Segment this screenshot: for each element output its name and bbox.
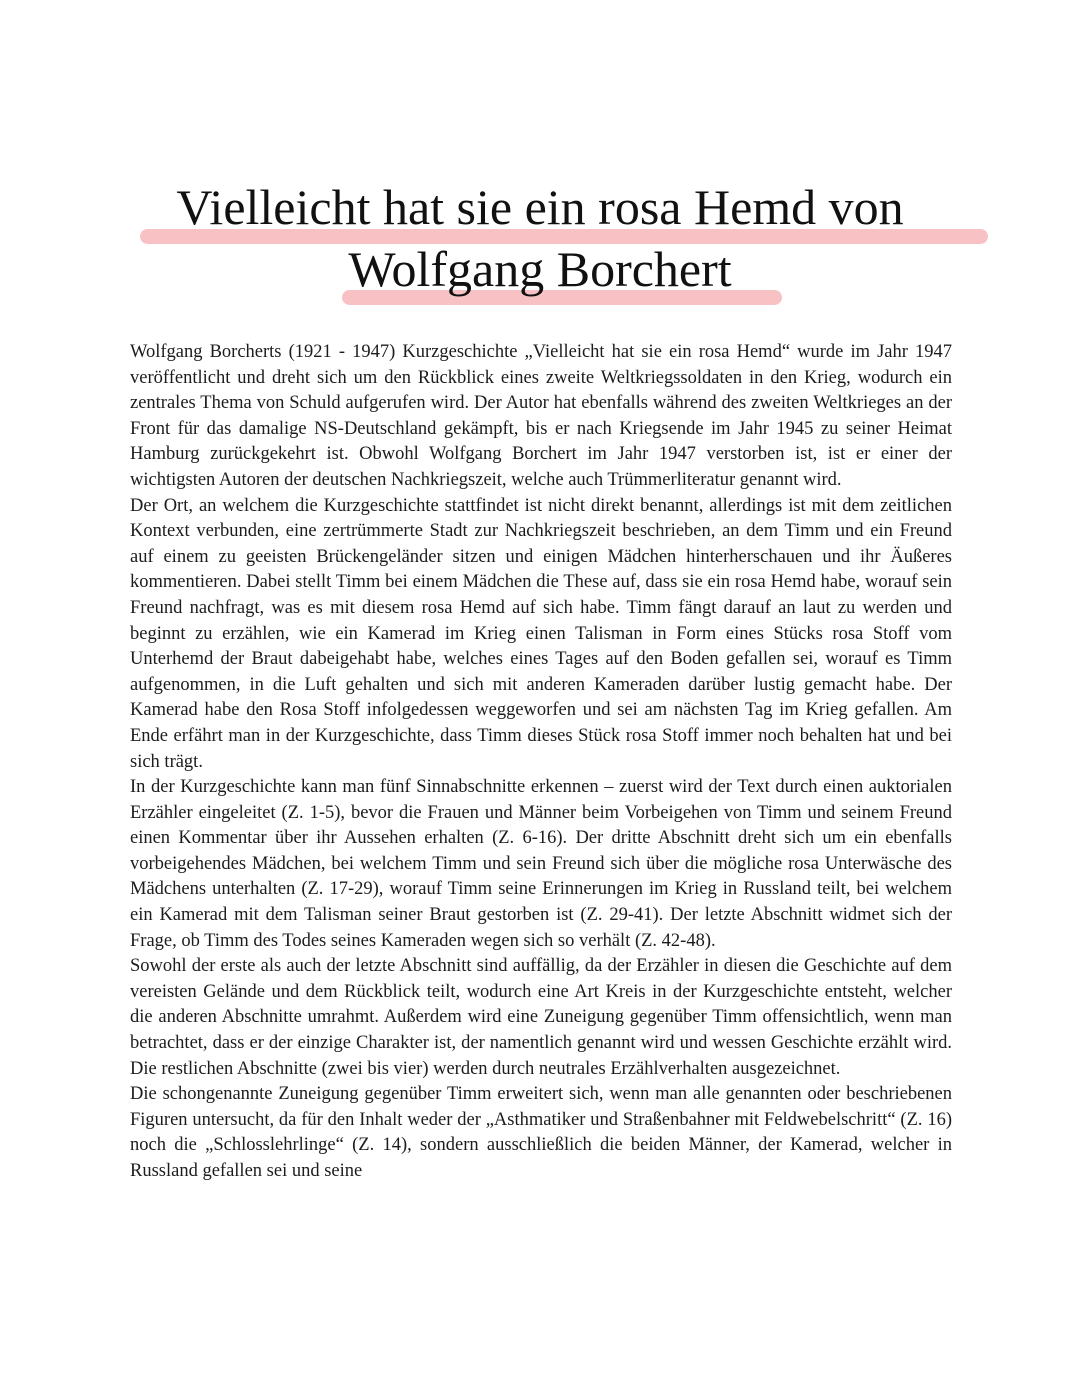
paragraph-structure: In der Kurzgeschichte kann man fünf Sinnabschnitte erkennen – zuerst wird der Text durch einen auktorialen Erzähler eingeleitet (Z. 1-5), bevor die Frauen und Männer beim Vorbeigehen von Timm und seinem Freund einen Kommentar über ihr Aussehen erhalten (Z. 6-16). Der dritte Abschnitt dreht sich um ein ebenfalls vorbeigehendes Mädchen, bei welchem Timm und sein Freund sich über die mögliche rosa Unterwäsche des Mädchens unterhalten (Z. 17-29), worauf Timm seine Erinnerungen im Krieg in Russland teilt, bei welchem ein Kamerad mit dem Talisman seiner Braut gestorben ist (Z. 29-41). Der letzte Abschnitt widmet sich der Frage, ob Timm des Todes seines Kameraden wegen sich so verhält (Z. 42-48). bbox=[130, 777, 952, 951]
paragraph-summary: Der Ort, an welchem die Kurzgeschichte stattfindet ist nicht direkt benannt, allerdings ist mit dem zeitlichen Kontext verbunden, eine zertrümmerte Stadt zur Nachkriegszeit beschrieben, an dem Timm und ein Freund auf einem zu geeisten Brückengeländer sitzen und einigen Mädchen hinterherschauen und ihr Äußeres kommentieren. Dabei stellt Timm bei einem Mädchen die These auf, dass sie ein rosa Hemd habe, worauf sein Freund nachfragt, was es mit diesem rosa Hemd auf sich habe. Timm fängt darauf an laut zu werden und beginnt zu erzählen, wie ein Kamerad im Krieg einen Talisman in Form eines Stücks rosa Stoff vom Unterhemd der Braut dabeigehabt habe, welches eines Tages auf den Boden gefallen sei, worauf es Timm aufgenommen, in die Luft gehalten und sich mit anderen Kameraden darüber lustig gemacht habe. Der Kamerad habe den Rosa Stoff infolgedessen weggeworfen und sei am nächsten Tag im Krieg gefallen. Am Ende erfährt man in der Kurzgeschichte, dass Timm dieses Stück rosa Stoff immer noch behalten hat und bei sich trägt. bbox=[130, 495, 952, 772]
title-line-1: Vielleicht hat sie ein rosa Hemd von bbox=[176, 179, 904, 235]
paragraph-narrator: Sowohl der erste als auch der letzte Abschnitt sind auffällig, da der Erzähler in diesen die Geschichte auf dem vereisten Gelände und dem Rückblick teilt, wodurch eine Art Kreis in der Kurzgeschichte entsteht, welcher die anderen Abschnitte umrahmt. Außerdem wird eine Zuneigung gegenüber Timm offensichtlich, wenn man betrachtet, dass er der einzige Charakter ist, der namentlich genannt wird und wessen Geschichte erzählt wird. Die restlichen Abschnitte (zwei bis vier) werden durch neutrales Erzählverhalten ausgezeichnet. bbox=[130, 956, 952, 1079]
paragraph-intro: Wolfgang Borcherts (1921 - 1947) Kurzgeschichte „Vielleicht hat sie ein rosa Hemd“ wurde im Jahr 1947 veröffentlicht und dreht sich um den Rückblick eines zweite Weltkriegssoldaten in den Krieg, wodurch ein zentrales Thema von Schuld aufgerufen wird. Der Autor hat ebenfalls während des zweiten Weltkrieges an der Front für das damalige NS-Deutschland gekämpft, bis er nach Kriegsende im Jahr 1945 zu seiner Heimat Hamburg zurückgekehrt ist. Obwohl Wolfgang Borchert im Jahr 1947 verstorben ist, ist er einer der wichtigsten Autoren der deutschen Nachkriegszeit, welche auch Trümmerliteratur genannt wird. bbox=[130, 342, 952, 490]
document-title bbox=[0, 176, 1080, 300]
title-line-2: Wolfgang Borchert bbox=[348, 241, 732, 297]
document-body bbox=[130, 340, 952, 1185]
paragraph-characters: Die schongenannte Zuneigung gegenüber Timm erweitert sich, wenn man alle genannten oder beschriebenen Figuren untersucht, da für den Inhalt weder der „Asthmatiker und Straßenbahner mit Feldwebelschritt“ (Z. 16) noch die „Schlosslehrlinge“ (Z. 14), sondern ausschließlich die beiden Männer, der Kamerad, welcher in Russland gefallen sei und seine bbox=[130, 1084, 952, 1181]
